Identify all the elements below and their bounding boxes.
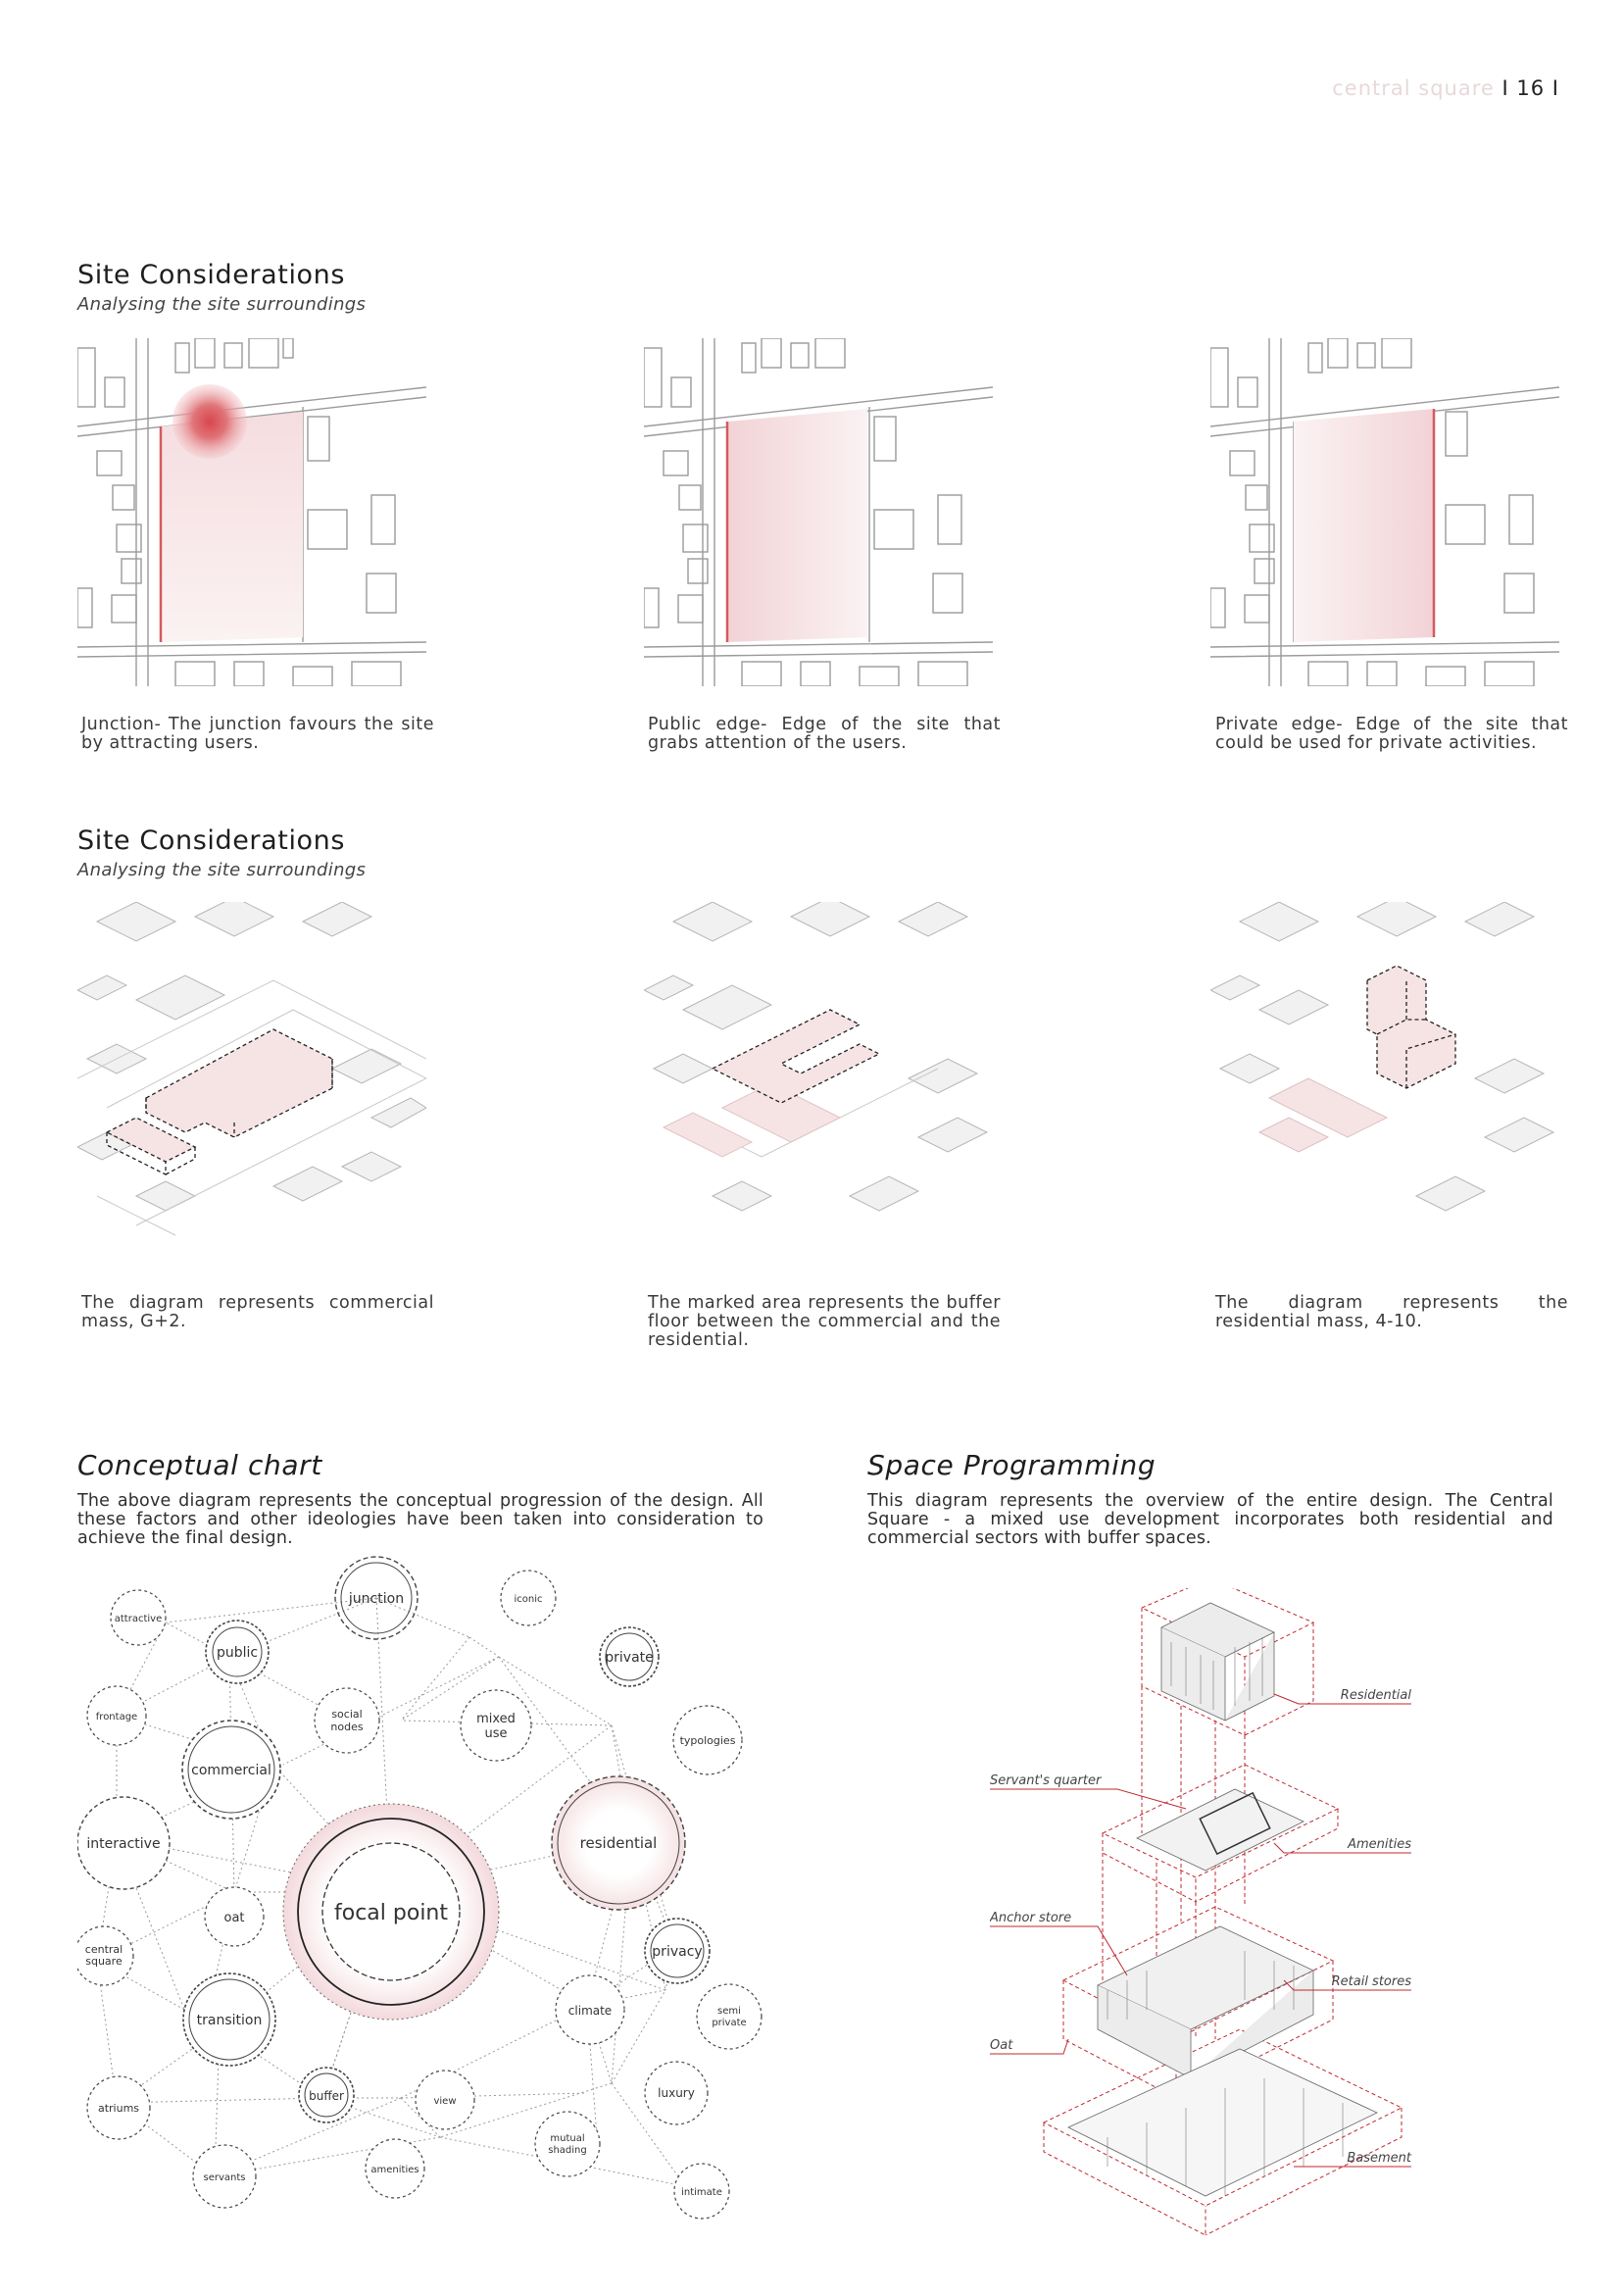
label-amenities: Amenities — [1348, 1837, 1411, 1852]
node-frontage-label: frontage — [95, 1712, 138, 1722]
node-semi-label-2: private — [712, 2018, 747, 2028]
label-anchor-store: Anchor store — [990, 1911, 1072, 1925]
node-climate-label: climate — [567, 2004, 613, 2018]
node-servants-label: servants — [203, 2172, 246, 2183]
node-residential-label: residential — [579, 1834, 658, 1852]
node-luxury-label: luxury — [658, 2086, 695, 2100]
label-basement: Basement — [1347, 2151, 1411, 2166]
caption-public-edge: Public edge- Edge of the site that grabs attention of the users. — [648, 715, 1001, 753]
label-residential: Residential — [1340, 1688, 1411, 1703]
node-social-label-1: social — [331, 1708, 363, 1721]
node-interactive-label: interactive — [86, 1836, 161, 1852]
massing-commercial — [77, 902, 426, 1265]
site-considerations-title-2: Site Considerations — [77, 825, 346, 856]
site-plan-public-edge — [644, 338, 993, 686]
conceptual-chart-description: The above diagram represents the conceptual progression of the design. All these factors and other ideologies have been taken into consideration to achieve the final design. — [77, 1491, 763, 1548]
node-oat-label: oat — [223, 1911, 245, 1925]
node-central-label-1: central — [84, 1943, 123, 1956]
page-header — [1332, 76, 1559, 100]
conceptual-bubble-diagram — [77, 1549, 783, 2225]
node-mixed-label-1: mixed — [476, 1712, 516, 1726]
node-amenities-label: amenities — [370, 2165, 419, 2175]
page-number-wrap: I 16 I — [1501, 76, 1559, 100]
space-programming-title: Space Programming — [867, 1449, 1156, 1481]
site-considerations-title: Site Considerations — [77, 260, 346, 290]
caption-junction: Junction- The junction favours the site by attracting users. — [81, 715, 434, 753]
section-name: central square — [1332, 76, 1495, 100]
junction-highlight — [172, 384, 247, 459]
conceptual-chart-title: Conceptual chart — [77, 1449, 322, 1481]
node-iconic-label: iconic — [514, 1594, 543, 1605]
node-private-label: private — [605, 1650, 654, 1666]
site-plan-junction — [77, 338, 426, 686]
massing-residential — [1210, 902, 1559, 1265]
page-number: 16 — [1516, 76, 1546, 100]
site-plan-private-edge — [1210, 338, 1559, 686]
node-public-label: public — [216, 1645, 259, 1661]
node-semi-private — [697, 1984, 762, 2049]
caption-private-edge: Private edge- Edge of the site that could be used for private activities. — [1215, 715, 1568, 753]
node-attractive-label: attractive — [114, 1614, 163, 1624]
site-considerations-subtitle-2: Analysing the site surroundings — [77, 860, 367, 880]
label-servants-quarter: Servant's quarter — [990, 1773, 1102, 1788]
node-view-label: view — [433, 2096, 457, 2107]
caption-residential-mass: The diagram represents the residential mass, 4-10. — [1215, 1293, 1568, 1331]
node-typologies-label: typologies — [679, 1734, 736, 1747]
node-atriums-label: atriums — [97, 2102, 140, 2115]
exploded-axonometric — [990, 1588, 1431, 2235]
label-oat: Oat — [990, 2038, 1013, 2053]
site-considerations-subtitle: Analysing the site surroundings — [77, 294, 367, 315]
node-junction-label: junction — [348, 1591, 405, 1607]
massing-buffer — [644, 902, 993, 1265]
node-commercial-label: commercial — [191, 1763, 271, 1778]
node-mixed-label-2: use — [484, 1726, 508, 1741]
caption-buffer-floor: The marked area represents the buffer floor between the commercial and the residential. — [648, 1293, 1001, 1350]
node-central-label-2: square — [85, 1955, 123, 1968]
node-intimate-label: intimate — [681, 2187, 722, 2198]
node-focal-point-label: focal point — [334, 1901, 448, 1925]
space-programming-description: This diagram represents the overview of the entire design. The Central Square - a mixed use development incorporates both residential and commercial sectors with buffer spaces. — [867, 1491, 1553, 1548]
caption-commercial-mass: The diagram represents commercial mass, G+2. — [81, 1293, 434, 1331]
node-semi-label-1: semi — [717, 2006, 741, 2017]
node-social-label-2: nodes — [330, 1721, 364, 1733]
label-retail-stores: Retail stores — [1331, 1974, 1411, 1989]
node-privacy-label: privacy — [652, 1944, 703, 1960]
node-mutual-label-2: shading — [548, 2145, 587, 2156]
node-mutual-label-1: mutual — [550, 2133, 585, 2144]
node-buffer-label: buffer — [309, 2089, 344, 2103]
node-mutual-shading — [535, 2112, 600, 2176]
node-transition-label: transition — [196, 2013, 263, 2028]
